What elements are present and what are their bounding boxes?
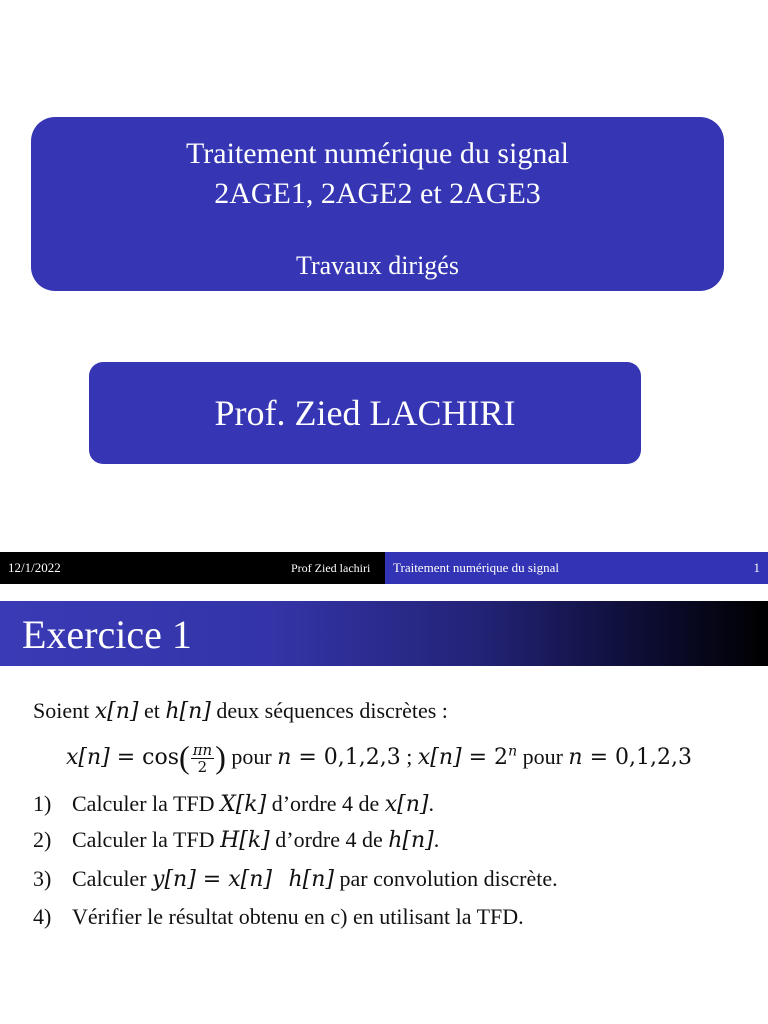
def-set-2: = 0,1,2,3 [582,745,692,770]
question-1 [33,791,434,817]
question-text: Calculer la TFD [72,791,221,816]
intro-text [33,698,448,724]
intro-math-x: x[n] [94,699,139,724]
question-4 [33,904,524,930]
def-separator: ; [400,744,418,769]
question-text [272,866,289,891]
fraction [191,742,215,775]
question-number: 2) [33,827,52,852]
question-text: Vérifier le résultat obtenu en c) en utilisant la TFD. [72,904,524,929]
question-2 [33,827,439,853]
def-set-1: = 0,1,2,3 [291,745,401,770]
question-math: H[k] [220,828,270,853]
footer-author: Prof Zied lachiri [291,561,371,575]
question-math: x[n] [384,792,429,817]
question-text: Calculer [72,866,153,891]
question-text: . [433,827,440,852]
question-math: y[n] = x[n] [152,867,272,892]
question-number: 4) [33,904,52,929]
right-paren: ) [215,739,226,775]
footer-page-number: 1 [753,560,760,575]
question-text: d’ordre 4 de [269,827,389,852]
def-pour-2: pour [517,744,569,769]
author-box [89,362,641,464]
question-number: 3) [33,866,52,891]
def-n2: n [568,745,583,770]
def-x1: x[n] [66,745,110,770]
footer-date: 12/1/2022 [8,560,61,575]
fraction-denominator: 2 [197,758,208,777]
intro-part-a: Soient [33,698,95,723]
question-text: Calculer la TFD [72,827,221,852]
question-text: d’ordre 4 de [266,791,385,816]
def-exponent: n [508,743,518,760]
fraction-numerator: πn [192,741,213,760]
def-x2: x[n] [417,745,462,770]
exercise-title: Exercice 1 [22,612,192,657]
slide-separator [0,584,768,601]
subtitle: Travaux dirigés [296,251,459,280]
question-text: . [428,791,434,816]
question-math: X[k] [220,792,267,817]
question-math: h[n] [388,828,434,853]
exercise-header [0,601,768,666]
footer-course-box [385,552,768,584]
footer-course: Traitement numérique du signal [393,560,559,575]
intro-part-et: et [138,698,166,723]
intro-math-h: h[n] [165,699,211,724]
def-eq-2: = 2 [461,745,509,770]
def-n1: n [277,745,292,770]
question-text: par convolution discrète. [333,866,558,891]
left-paren: ( [179,739,190,775]
question-number: 1) [33,791,52,816]
title-line-2: 2AGE1, 2AGE2 et 2AGE3 [214,177,541,210]
def-eq-cos: = cos [109,745,180,770]
definitions-line [66,739,692,776]
author-name: Prof. Zied LACHIRI [214,393,516,433]
exercise-content [0,666,768,1024]
def-pour-1: pour [225,744,278,769]
question-math: h[n] [288,867,334,892]
intro-part-b: deux séquences discrètes : [210,698,448,723]
slide-footer [0,552,768,584]
title-line-1: Traitement numérique du signal [186,137,569,170]
question-3 [33,866,558,892]
title-box [31,117,724,291]
